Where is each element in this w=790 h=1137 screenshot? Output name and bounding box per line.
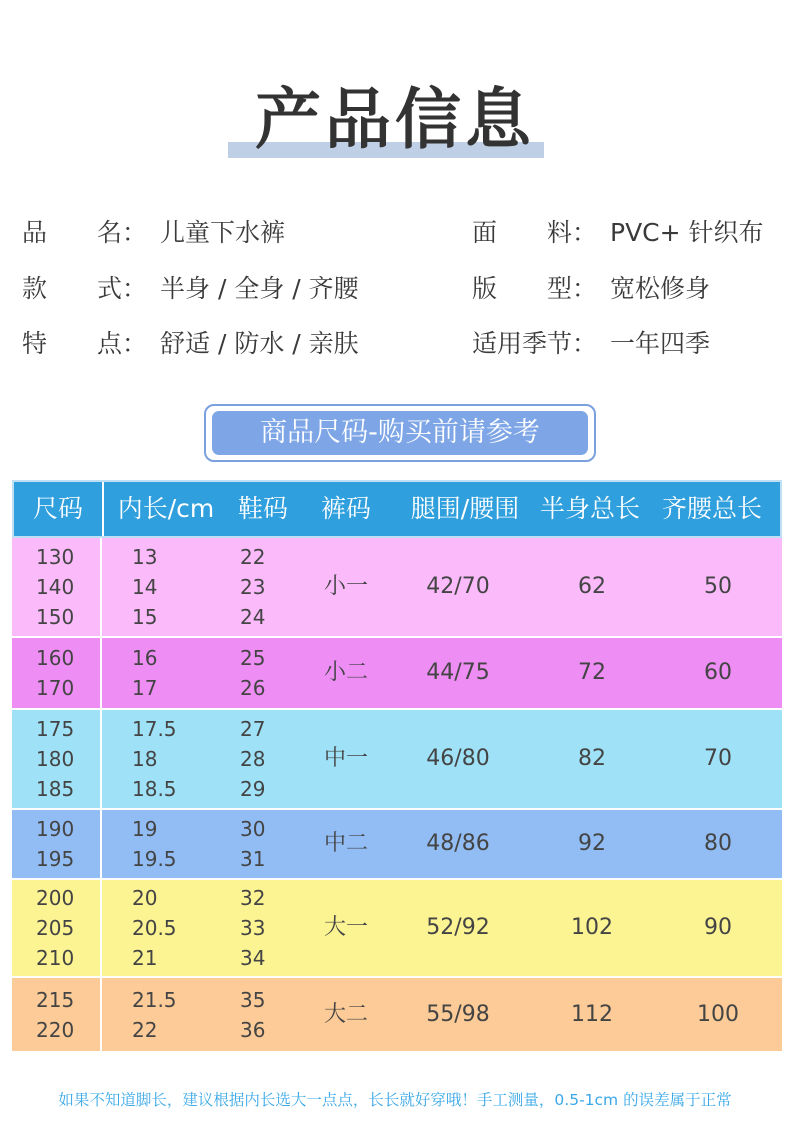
girth-value: 46/80 xyxy=(426,746,490,771)
feature-value: 舒适 / 防水 / 亲肤 xyxy=(160,329,359,358)
inseam-value: 20.5 xyxy=(132,916,177,940)
girth-value: 52/92 xyxy=(426,915,490,940)
header-size: 尺码 xyxy=(32,494,83,523)
column-divider xyxy=(100,638,102,708)
style-value: 半身 / 全身 / 齐腰 xyxy=(160,274,359,303)
info-row-season xyxy=(472,327,782,361)
size-badge xyxy=(204,404,596,462)
shoe-size-value: 25 xyxy=(240,646,266,670)
column-divider xyxy=(100,978,102,1051)
size-value: 200 xyxy=(36,886,75,910)
column-divider xyxy=(100,810,102,878)
table-row-group xyxy=(12,880,782,978)
table-row-group xyxy=(12,538,782,638)
inseam-value: 19.5 xyxy=(132,847,177,871)
material-value: PVC+ 针织布 xyxy=(610,218,764,247)
page-title: 产品信息 xyxy=(255,81,535,158)
header-pants: 裤码 xyxy=(320,494,371,523)
shoe-size-value: 27 xyxy=(240,717,266,741)
girth-value: 55/98 xyxy=(426,1001,490,1027)
size-value: 170 xyxy=(36,676,75,700)
shoe-size-value: 33 xyxy=(240,916,266,940)
size-value: 190 xyxy=(36,817,75,841)
header-divider xyxy=(102,482,104,536)
girth-value: 48/86 xyxy=(426,831,490,856)
pants-size-value: 中一 xyxy=(323,746,368,771)
info-row-feature xyxy=(22,327,382,361)
half-length-value: 62 xyxy=(578,574,606,599)
size-value: 180 xyxy=(36,747,75,771)
waist-length-value: 80 xyxy=(704,831,732,856)
pants-size-value: 小一 xyxy=(323,574,368,599)
size-value: 130 xyxy=(36,545,75,569)
waist-length-value: 50 xyxy=(704,574,732,599)
header-girth: 腿围/腰围 xyxy=(410,494,520,523)
table-row-group xyxy=(12,638,782,710)
pants-size-value: 大二 xyxy=(323,1001,368,1027)
size-value: 150 xyxy=(36,605,75,629)
pants-size-value: 中二 xyxy=(323,831,368,856)
half-length-value: 112 xyxy=(571,1001,613,1027)
table-row-group xyxy=(12,978,782,1053)
column-divider xyxy=(100,880,102,976)
inseam-value: 15 xyxy=(132,605,158,629)
header-waist-length: 齐腰总长 xyxy=(661,494,762,523)
shoe-size-value: 28 xyxy=(240,747,266,771)
name-value: 儿童下水裤 xyxy=(160,218,286,247)
size-value: 205 xyxy=(36,916,75,940)
half-length-value: 82 xyxy=(578,746,606,771)
shoe-size-value: 31 xyxy=(240,847,266,871)
feature-label: 特 点： xyxy=(22,329,148,358)
info-row-material xyxy=(472,216,782,250)
inseam-value: 14 xyxy=(132,575,158,599)
girth-value: 42/70 xyxy=(426,574,490,599)
table-row-group xyxy=(12,810,782,880)
waist-length-value: 70 xyxy=(704,746,732,771)
waist-length-value: 60 xyxy=(704,660,732,685)
shoe-size-value: 32 xyxy=(240,886,266,910)
shoe-size-value: 22 xyxy=(240,545,266,569)
header-shoe: 鞋码 xyxy=(237,494,288,523)
column-divider xyxy=(100,710,102,808)
size-value: 160 xyxy=(36,646,75,670)
inseam-value: 20 xyxy=(132,886,158,910)
waist-length-value: 100 xyxy=(697,1001,739,1027)
style-label: 款 式： xyxy=(22,274,148,303)
size-value: 210 xyxy=(36,946,75,970)
shoe-size-value: 30 xyxy=(240,817,266,841)
inseam-value: 13 xyxy=(132,545,158,569)
shoe-size-value: 29 xyxy=(240,777,266,801)
size-badge-text: 商品尺码-购买前请参考 xyxy=(212,411,588,455)
inseam-value: 18.5 xyxy=(132,777,177,801)
inseam-value: 21 xyxy=(132,946,158,970)
title-section xyxy=(0,78,790,168)
material-label: 面 料： xyxy=(472,218,598,247)
inseam-value: 18 xyxy=(132,747,158,771)
inseam-value: 21.5 xyxy=(132,987,177,1012)
footer-note: 如果不知道脚长，建议根据内长选大一点点，长长就好穿哦！手工测量，0.5-1cm 的误差属于正常 xyxy=(58,1091,732,1109)
season-value: 一年四季 xyxy=(610,329,711,358)
table-header xyxy=(12,480,782,538)
half-length-value: 72 xyxy=(578,660,606,685)
waist-length-value: 90 xyxy=(704,915,732,940)
shoe-size-value: 35 xyxy=(240,987,266,1012)
shoe-size-value: 36 xyxy=(240,1017,266,1042)
header-inseam: 内长/cm xyxy=(117,494,215,523)
size-table xyxy=(12,480,782,1053)
size-value: 195 xyxy=(36,847,75,871)
shoe-size-value: 23 xyxy=(240,575,266,599)
column-divider xyxy=(100,538,102,636)
half-length-value: 102 xyxy=(571,915,613,940)
inseam-value: 17.5 xyxy=(132,717,177,741)
shoe-size-value: 26 xyxy=(240,676,266,700)
inseam-value: 16 xyxy=(132,646,158,670)
info-row-fit xyxy=(472,272,782,306)
header-half-length: 半身总长 xyxy=(539,494,640,523)
info-row-name xyxy=(22,216,382,250)
girth-value: 44/75 xyxy=(426,660,490,685)
size-value: 215 xyxy=(36,987,75,1012)
size-value: 140 xyxy=(36,575,75,599)
half-length-value: 92 xyxy=(578,831,606,856)
table-row-group xyxy=(12,710,782,810)
pants-size-value: 大一 xyxy=(323,915,368,940)
info-row-style xyxy=(22,272,382,306)
shoe-size-value: 34 xyxy=(240,946,266,970)
name-label: 品 名： xyxy=(22,218,148,247)
fit-value: 宽松修身 xyxy=(610,274,711,303)
size-value: 185 xyxy=(36,777,75,801)
pants-size-value: 小二 xyxy=(323,660,368,685)
fit-label: 版 型： xyxy=(472,274,598,303)
size-value: 175 xyxy=(36,717,75,741)
inseam-value: 22 xyxy=(132,1017,158,1042)
inseam-value: 17 xyxy=(132,676,158,700)
shoe-size-value: 24 xyxy=(240,605,266,629)
season-label: 适用季节： xyxy=(472,329,598,358)
inseam-value: 19 xyxy=(132,817,158,841)
size-value: 220 xyxy=(36,1017,75,1042)
